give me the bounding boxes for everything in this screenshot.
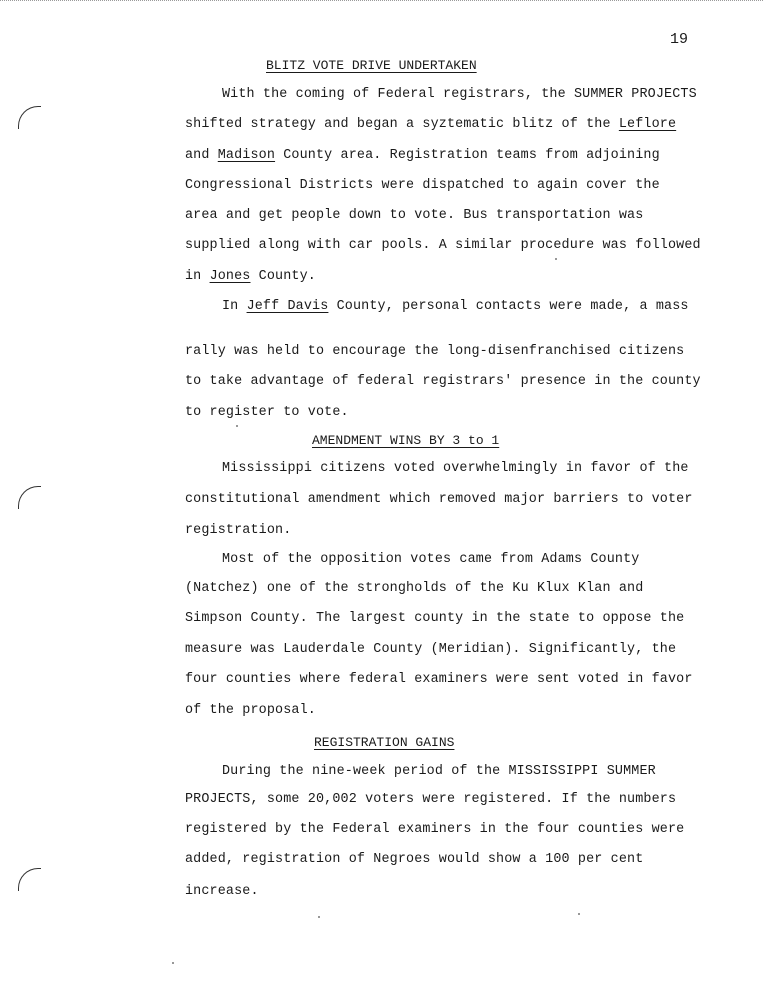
margin-bracket-mark xyxy=(18,868,41,891)
paragraph-line: PROJECTS, some 20,002 voters were registered. If the numbers xyxy=(185,792,677,807)
page-top-edge xyxy=(0,0,763,7)
paragraph-line: registered by the Federal examiners in the four counties were xyxy=(185,822,685,837)
heading-registration-gains: REGISTRATION GAINS xyxy=(314,735,455,750)
scan-speck xyxy=(236,425,238,427)
margin-bracket-mark xyxy=(18,106,41,129)
paragraph-line: registration. xyxy=(185,523,292,538)
paragraph-line: Simpson County. The largest county in the state to oppose the xyxy=(185,611,685,626)
page-number: 19 xyxy=(670,31,689,48)
margin-bracket-mark xyxy=(18,486,41,509)
paragraph-line: increase. xyxy=(185,884,259,899)
paragraph-line: four counties where federal examiners were sent voted in favor xyxy=(185,672,693,687)
paragraph-line: constitutional amendment which removed major barriers to voter xyxy=(185,492,693,507)
paragraph-line: Most of the opposition votes came from Adams County xyxy=(222,552,640,567)
scan-speck xyxy=(172,962,174,964)
paragraph-line: rally was held to encourage the long-disenfranchised citizens xyxy=(185,344,685,359)
paragraph-line: In Jeff Davis County, personal contacts were made, a mass xyxy=(222,299,689,314)
paragraph-line: of the proposal. xyxy=(185,703,316,718)
county-name: Jones xyxy=(209,269,251,284)
paragraph-line: (Natchez) one of the strongholds of the Ku Klux Klan and xyxy=(185,581,644,596)
county-name: Madison xyxy=(217,148,276,163)
paragraph-line: added, registration of Negroes would show a 100 per cent xyxy=(185,852,644,867)
heading-amendment-wins: AMENDMENT WINS BY 3 to 1 xyxy=(312,433,500,448)
scan-speck xyxy=(555,258,557,260)
scan-speck xyxy=(318,916,320,918)
paragraph-line: With the coming of Federal registrars, the SUMMER PROJECTS xyxy=(222,87,697,102)
paragraph-line: area and get people down to vote. Bus transportation was xyxy=(185,208,644,223)
paragraph-line: to register to vote. xyxy=(185,405,349,420)
paragraph-line: supplied along with car pools. A similar procedure was followed xyxy=(185,238,701,253)
paragraph-line: Mississippi citizens voted overwhelmingly in favor of the xyxy=(222,461,689,476)
paragraph-line: shifted strategy and began a syztematic blitz of the Leflore xyxy=(185,117,677,132)
paragraph-line: to take advantage of federal registrars' presence in the county xyxy=(185,374,701,389)
paragraph-line: During the nine-week period of the MISSISSIPPI SUMMER xyxy=(222,764,656,779)
heading-blitz-vote-drive: BLITZ VOTE DRIVE UNDERTAKEN xyxy=(266,58,477,73)
paragraph-line: Congressional Districts were dispatched to again cover the xyxy=(185,178,660,193)
paragraph-line: measure was Lauderdale County (Meridian). Significantly, the xyxy=(185,642,677,657)
scan-speck xyxy=(578,913,580,915)
paragraph-line: in Jones County. xyxy=(185,269,316,284)
county-name: Jeff Davis xyxy=(246,299,329,314)
county-name: Leflore xyxy=(618,117,677,132)
paragraph-line: and Madison County area. Registration teams from adjoining xyxy=(185,148,660,163)
